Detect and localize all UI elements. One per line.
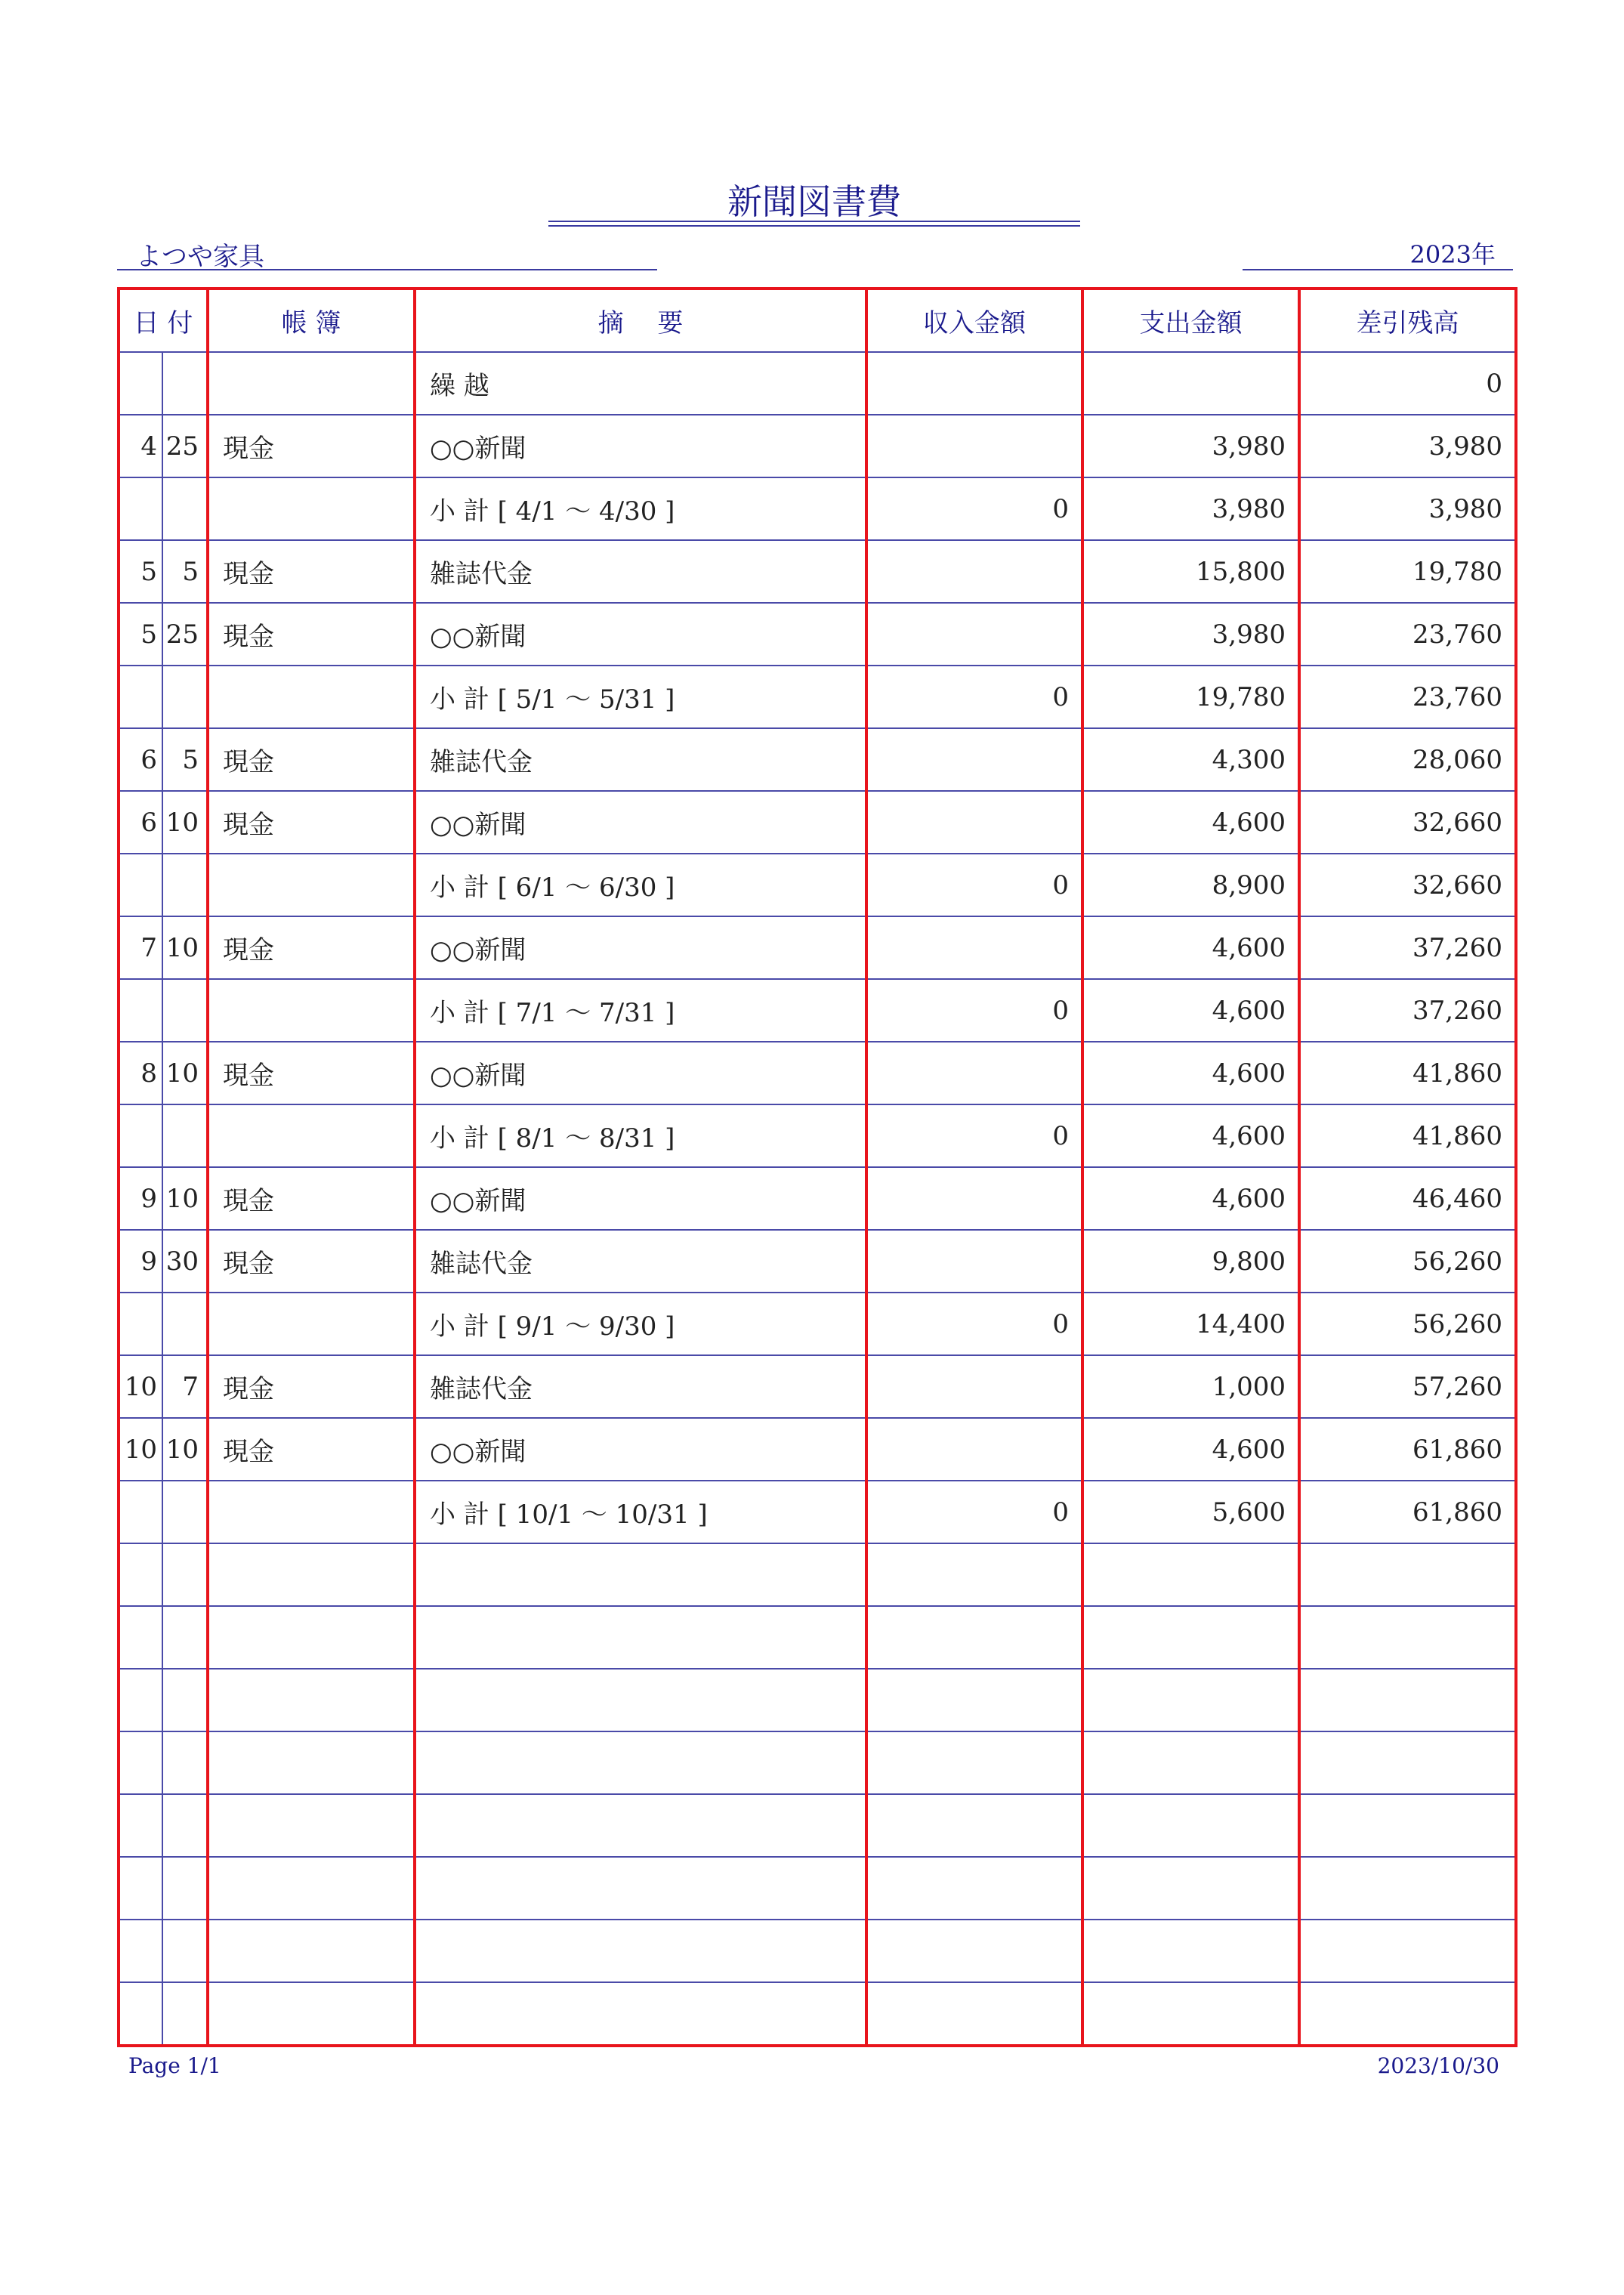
cell-balance (1299, 1982, 1516, 2046)
cell-income (866, 791, 1082, 854)
table-row (119, 1982, 1516, 2046)
cell-income (866, 415, 1082, 477)
cell-day (162, 1731, 208, 1794)
cell-expense: 1,000 (1082, 1355, 1299, 1418)
cell-expense: 19,780 (1082, 666, 1299, 728)
cell-book (208, 1104, 415, 1167)
cell-month (119, 854, 162, 916)
cell-day: 7 (162, 1355, 208, 1418)
cell-book (208, 1731, 415, 1794)
cell-day: 30 (162, 1230, 208, 1293)
cell-day: 10 (162, 1418, 208, 1481)
cell-month: 7 (119, 916, 162, 979)
cell-balance (1299, 1920, 1516, 1982)
cell-income: 0 (866, 854, 1082, 916)
cell-day (162, 979, 208, 1042)
cell-description (415, 1669, 866, 1731)
cell-book (208, 477, 415, 540)
cell-month: 10 (119, 1418, 162, 1481)
cell-balance: 61,860 (1299, 1481, 1516, 1543)
cell-month (119, 1606, 162, 1669)
cell-day (162, 1794, 208, 1857)
table-row (119, 352, 1516, 415)
cell-balance: 61,860 (1299, 1418, 1516, 1481)
cell-income: 0 (866, 477, 1082, 540)
cell-income (866, 1857, 1082, 1920)
print-date: 2023/10/30 (1377, 2053, 1499, 2078)
table-row (119, 979, 1516, 1042)
cell-day: 25 (162, 415, 208, 477)
cell-month: 8 (119, 1042, 162, 1104)
cell-book (208, 352, 415, 415)
cell-day: 10 (162, 1167, 208, 1230)
cell-income (866, 1230, 1082, 1293)
cell-balance (1299, 1794, 1516, 1857)
cell-day (162, 1293, 208, 1355)
cell-description: ○○新聞 (415, 1167, 866, 1230)
cell-income (866, 1606, 1082, 1669)
cell-day (162, 1857, 208, 1920)
cell-income (866, 1794, 1082, 1857)
cell-month (119, 352, 162, 415)
cell-description: 小 計 [ 8/1 ～ 8/31 ] (415, 1104, 866, 1167)
cell-balance (1299, 1857, 1516, 1920)
cell-expense (1082, 1982, 1299, 2046)
cell-expense (1082, 1543, 1299, 1606)
cell-expense: 4,600 (1082, 916, 1299, 979)
cell-expense (1082, 1606, 1299, 1669)
table-row (119, 854, 1516, 916)
cell-day (162, 1606, 208, 1669)
cell-description (415, 1731, 866, 1794)
cell-month (119, 1982, 162, 2046)
cell-income (866, 540, 1082, 603)
table-row (119, 1418, 1516, 1481)
company-underline (117, 269, 657, 270)
cell-income (866, 603, 1082, 666)
table-row (119, 1731, 1516, 1794)
cell-day (162, 352, 208, 415)
cell-book: 現金 (208, 415, 415, 477)
cell-description: 小 計 [ 7/1 ～ 7/31 ] (415, 979, 866, 1042)
cell-month (119, 1857, 162, 1920)
cell-description: 雑誌代金 (415, 728, 866, 791)
cell-day (162, 1543, 208, 1606)
ledger-year: 2023年 (1409, 240, 1496, 269)
cell-balance: 19,780 (1299, 540, 1516, 603)
cell-expense (1082, 1857, 1299, 1920)
table-row (119, 1167, 1516, 1230)
cell-description: 繰 越 (415, 352, 866, 415)
cell-description: 小 計 [ 9/1 ～ 9/30 ] (415, 1293, 866, 1355)
cell-expense: 9,800 (1082, 1230, 1299, 1293)
cell-book (208, 1982, 415, 2046)
cell-income (866, 1355, 1082, 1418)
cell-income (866, 728, 1082, 791)
cell-book: 現金 (208, 603, 415, 666)
cell-description (415, 1606, 866, 1669)
header-income: 収入金額 (866, 289, 1082, 352)
cell-book: 現金 (208, 1355, 415, 1418)
cell-book (208, 854, 415, 916)
cell-description (415, 1857, 866, 1920)
cell-month (119, 1293, 162, 1355)
header-date: 日 付 (119, 289, 208, 352)
header-book: 帳 簿 (208, 289, 415, 352)
cell-balance: 28,060 (1299, 728, 1516, 791)
cell-description: 雑誌代金 (415, 1355, 866, 1418)
table-row (119, 1606, 1516, 1669)
cell-balance: 32,660 (1299, 791, 1516, 854)
cell-description (415, 1920, 866, 1982)
table-row (119, 1669, 1516, 1731)
header-row (119, 289, 1516, 352)
cell-balance: 37,260 (1299, 916, 1516, 979)
cell-balance: 57,260 (1299, 1355, 1516, 1418)
cell-expense: 4,300 (1082, 728, 1299, 791)
cell-day (162, 1669, 208, 1731)
cell-book (208, 1794, 415, 1857)
cell-month: 5 (119, 603, 162, 666)
cell-expense: 8,900 (1082, 854, 1299, 916)
cell-book (208, 979, 415, 1042)
cell-balance: 37,260 (1299, 979, 1516, 1042)
table-row (119, 477, 1516, 540)
cell-description: ○○新聞 (415, 1042, 866, 1104)
cell-book: 現金 (208, 1230, 415, 1293)
cell-expense: 3,980 (1082, 415, 1299, 477)
cell-expense (1082, 352, 1299, 415)
table-row (119, 1355, 1516, 1418)
cell-expense (1082, 1920, 1299, 1982)
header-expense: 支出金額 (1082, 289, 1299, 352)
cell-description (415, 1794, 866, 1857)
table-row (119, 1481, 1516, 1543)
cell-day (162, 477, 208, 540)
cell-day: 10 (162, 791, 208, 854)
cell-day: 10 (162, 916, 208, 979)
cell-day: 25 (162, 603, 208, 666)
cell-income (866, 1920, 1082, 1982)
cell-month: 6 (119, 791, 162, 854)
cell-income: 0 (866, 979, 1082, 1042)
cell-month (119, 1794, 162, 1857)
cell-month (119, 1481, 162, 1543)
cell-income (866, 1731, 1082, 1794)
cell-income (866, 352, 1082, 415)
cell-description (415, 1543, 866, 1606)
cell-book (208, 666, 415, 728)
table-row (119, 1857, 1516, 1920)
cell-balance: 0 (1299, 352, 1516, 415)
table-row (119, 1042, 1516, 1104)
cell-book (208, 1606, 415, 1669)
page-title: 新聞図書費 (727, 181, 901, 222)
cell-expense: 5,600 (1082, 1481, 1299, 1543)
title-underline-bottom (548, 225, 1080, 227)
cell-balance: 3,980 (1299, 415, 1516, 477)
table-row (119, 916, 1516, 979)
cell-balance: 56,260 (1299, 1230, 1516, 1293)
cell-day (162, 1982, 208, 2046)
cell-expense: 3,980 (1082, 603, 1299, 666)
cell-expense: 4,600 (1082, 791, 1299, 854)
cell-month (119, 1920, 162, 1982)
cell-balance (1299, 1731, 1516, 1794)
cell-income: 0 (866, 1481, 1082, 1543)
cell-day (162, 1481, 208, 1543)
table-row (119, 415, 1516, 477)
cell-description: 小 計 [ 5/1 ～ 5/31 ] (415, 666, 866, 728)
cell-balance (1299, 1543, 1516, 1606)
cell-day (162, 666, 208, 728)
page-number: Page 1/1 (128, 2053, 221, 2078)
table-row (119, 1920, 1516, 1982)
table-row (119, 1104, 1516, 1167)
cell-day: 5 (162, 728, 208, 791)
cell-description: 雑誌代金 (415, 540, 866, 603)
cell-book: 現金 (208, 916, 415, 979)
cell-month (119, 979, 162, 1042)
cell-book: 現金 (208, 791, 415, 854)
header-description: 摘 要 (415, 289, 866, 352)
header-balance: 差引残高 (1299, 289, 1516, 352)
ledger-table (117, 287, 1517, 2047)
cell-month (119, 477, 162, 540)
cell-description (415, 1982, 866, 2046)
table-row (119, 1230, 1516, 1293)
table-row (119, 603, 1516, 666)
cell-income (866, 916, 1082, 979)
cell-description: ○○新聞 (415, 916, 866, 979)
cell-book (208, 1293, 415, 1355)
cell-expense: 4,600 (1082, 1104, 1299, 1167)
cell-income (866, 1543, 1082, 1606)
cell-description: 小 計 [ 4/1 ～ 4/30 ] (415, 477, 866, 540)
cell-income: 0 (866, 666, 1082, 728)
cell-expense (1082, 1794, 1299, 1857)
cell-income (866, 1669, 1082, 1731)
cell-month: 10 (119, 1355, 162, 1418)
cell-book (208, 1669, 415, 1731)
cell-income (866, 1418, 1082, 1481)
cell-month: 4 (119, 415, 162, 477)
cell-expense (1082, 1669, 1299, 1731)
cell-month (119, 1669, 162, 1731)
cell-book: 現金 (208, 540, 415, 603)
cell-description: ○○新聞 (415, 415, 866, 477)
cell-description: ○○新聞 (415, 1418, 866, 1481)
cell-month: 6 (119, 728, 162, 791)
title-underline-top (548, 221, 1080, 222)
cell-expense: 4,600 (1082, 1167, 1299, 1230)
cell-book: 現金 (208, 1418, 415, 1481)
cell-income (866, 1042, 1082, 1104)
cell-balance (1299, 1606, 1516, 1669)
cell-balance: 46,460 (1299, 1167, 1516, 1230)
table-row (119, 540, 1516, 603)
cell-balance (1299, 1669, 1516, 1731)
cell-book (208, 1920, 415, 1982)
cell-expense: 14,400 (1082, 1293, 1299, 1355)
cell-day (162, 854, 208, 916)
cell-month (119, 1104, 162, 1167)
cell-month (119, 1731, 162, 1794)
cell-balance: 32,660 (1299, 854, 1516, 916)
cell-expense: 3,980 (1082, 477, 1299, 540)
cell-description: ○○新聞 (415, 603, 866, 666)
cell-book: 現金 (208, 1042, 415, 1104)
cell-month (119, 666, 162, 728)
cell-expense (1082, 1731, 1299, 1794)
cell-book: 現金 (208, 1167, 415, 1230)
cell-month: 9 (119, 1167, 162, 1230)
cell-balance: 23,760 (1299, 666, 1516, 728)
cell-book (208, 1857, 415, 1920)
cell-day (162, 1920, 208, 1982)
company-name: よつや家具 (136, 242, 264, 272)
cell-balance: 3,980 (1299, 477, 1516, 540)
cell-income (866, 1982, 1082, 2046)
cell-month: 5 (119, 540, 162, 603)
cell-expense: 4,600 (1082, 1418, 1299, 1481)
table-row (119, 1794, 1516, 1857)
cell-day: 5 (162, 540, 208, 603)
cell-income (866, 1167, 1082, 1230)
cell-book (208, 1481, 415, 1543)
cell-book: 現金 (208, 728, 415, 791)
cell-description: 小 計 [ 10/1 ～ 10/31 ] (415, 1481, 866, 1543)
cell-balance: 41,860 (1299, 1042, 1516, 1104)
cell-day (162, 1104, 208, 1167)
cell-day: 10 (162, 1042, 208, 1104)
table-row (119, 728, 1516, 791)
table-row (119, 1543, 1516, 1606)
cell-balance: 56,260 (1299, 1293, 1516, 1355)
cell-book (208, 1543, 415, 1606)
table-row (119, 791, 1516, 854)
year-underline (1243, 269, 1513, 270)
cell-expense: 4,600 (1082, 1042, 1299, 1104)
table-row (119, 666, 1516, 728)
cell-balance: 41,860 (1299, 1104, 1516, 1167)
cell-expense: 4,600 (1082, 979, 1299, 1042)
table-row (119, 1293, 1516, 1355)
cell-income: 0 (866, 1293, 1082, 1355)
cell-month (119, 1543, 162, 1606)
cell-description: 小 計 [ 6/1 ～ 6/30 ] (415, 854, 866, 916)
cell-description: ○○新聞 (415, 791, 866, 854)
cell-income: 0 (866, 1104, 1082, 1167)
ledger-body (119, 352, 1516, 2046)
cell-expense: 15,800 (1082, 540, 1299, 603)
cell-month: 9 (119, 1230, 162, 1293)
cell-balance: 23,760 (1299, 603, 1516, 666)
cell-description: 雑誌代金 (415, 1230, 866, 1293)
